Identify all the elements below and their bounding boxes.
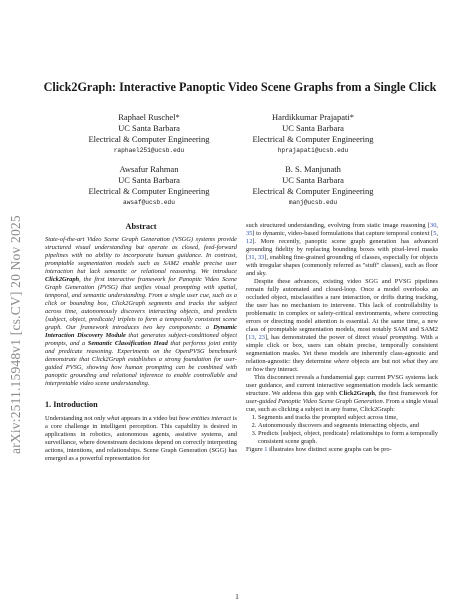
figure-link[interactable]: 1 [264,446,268,453]
author-department: Electrical & Computer Engineering [88,134,210,144]
citation-link[interactable]: 30 [430,222,437,229]
arxiv-identifier-stamp: arXiv:2511.15948v1 [cs.CV] 20 Nov 2025 [8,215,23,454]
author-department: Electrical & Computer Engineering [252,134,374,144]
author-affiliation: UC Santa Barbara [282,175,344,185]
module-name: Dynamic Interaction Discovery Module [45,324,237,339]
author-name: Hardikkumar Prajapati* [272,112,354,122]
body-paragraph: Despite these advances, existing video SGG and PVSG pipelines remain fully automated and closed-loop. Once a model overlooks an occluded object, misclassifies a rare interaction, or drifts during tracking, the user has no mechanism to intervene. This lack of controllability is problematic in complex or safety-critical environments, where correcting errors or directing model attention is essential. At the same time, a new class of promptable segmentation models, most notably SAM and SAM2 [13, 23], has demonstrated the power of direct visual prompting. With a simple click or box, users can obtain precise, temporally consistent segmentation masks. Yet these models are inherently class-agnostic and relation-agnostic: they determine where objects are but not what they are or how they interact. [246,278,438,373]
page-number: 1 [235,592,239,601]
author-block [223,164,403,208]
module-name: Semantic Classification Head [87,340,168,347]
contribution-list [246,414,438,446]
citation-link[interactable]: 35 [246,230,253,237]
author-email[interactable]: raphael251@ucsb.edu [113,147,185,154]
section-heading: 1. Introduction [45,400,98,409]
citation-link[interactable]: 31 [248,254,255,261]
list-item: 1. Segments and tracks the prompted subject across time, [258,414,438,422]
citation-link[interactable]: 23 [258,334,265,341]
author-affiliation: UC Santa Barbara [118,175,180,185]
list-item: 2. Autonomously discovers and segments interacting objects, and [258,422,438,430]
body-paragraph: such structured understanding, evolving from static image reasoning [30, 35] to dynamic, video-based formulations that capture temporal context [5, 12]. More recently, panoptic scene graph generation has advanced grounding fidelity by replacing bounding boxes with pixel-level masks [31, 33], enabling fine-grained grounding of classes, especially for objects with irregular shapes (commonly referred as "stuff" classes), such as floor and sky. [246,222,438,277]
list-item: 3. Predicts ⟨subject, object, predicate⟩ relationships to form a temporally consistent scene graph. [258,430,438,446]
author-department: Electrical & Computer Engineering [252,186,374,196]
author-email[interactable]: awsaf@ucsb.edu [123,199,175,206]
author-email[interactable]: hprajapati@ucsb.edu [277,147,349,154]
author-affiliation: UC Santa Barbara [282,123,344,133]
author-email[interactable]: manj@ucsb.edu [288,199,338,206]
right-column [246,222,438,454]
author-affiliation: UC Santa Barbara [118,123,180,133]
framework-name: Click2Graph [45,276,80,283]
author-department: Electrical & Computer Engineering [88,186,210,196]
abstract-text: State-of-the-art Video Scene Graph Generation (VSGG) systems provide structured visual understanding but operate as closed, feed-forward pipelines with no ability to incorporate human guidance. In contrast, promptable segmentation models such as SAM2 enable precise user interaction but lack semantic or relational reasoning. We introduce Click2Graph, the first interactive framework for Panoptic Video Scene Graph Generation (PVSG) that unifies visual prompting with spatial, temporal, and semantic understanding. From a single user cue, such as a click or bounding box, Click2Graph segments and tracks the subject across time, autonomously discovers interacting objects, and predicts ⟨subject, object, predicate⟩ triplets to form a temporally consistent scene graph. Our framework introduces two key components: a Dynamic Interaction Discovery Module that generates subject-conditioned object prompts, and a Semantic Classification Head that performs joint entity and predicate reasoning. Experiments on the OpenPVSG benchmark demonstrate that Click2Graph establishes a strong foundation for user-guided PVSG, showing how human prompting can be combined with panoptic grounding and relational inference to enable controllable and interpretable video scene understanding. [45,236,237,387]
author-name: Raphael Ruschel* [118,112,180,122]
abstract-heading: Abstract [125,222,157,231]
citation-link[interactable]: 5 [433,230,437,237]
body-paragraph: Figure 1 illustrates how distinct scene graphs can be pro- [246,446,392,453]
author-name: B. S. Manjunath [285,164,341,174]
author-block [59,164,239,208]
citation-link[interactable]: 12 [246,238,253,245]
body-paragraph: This disconnect reveals a fundamental gap: current PVSG systems lack user guidance, and current interactive segmentation models lack semantic structure. We address this gap with Click2Graph, the first framework for user-guided Panoptic Video Scene Graph Generation. From a single visual cue, such as clicking a subject in any frame, Click2Graph: [246,374,438,413]
author-block [223,112,403,156]
left-column [45,222,237,463]
citation-link[interactable]: 13 [248,334,255,341]
author-name: Awsafur Rahman [119,164,179,174]
citation-link[interactable]: 33 [257,254,265,261]
paper-title: Click2Graph: Interactive Panoptic Video Scene Graphs from a Single Click [43,80,437,94]
author-block [59,112,239,156]
intro-paragraph: Understanding not only what appears in a video but how entities interact is a core challenge in intelligent perception. This capability is desired in applications in robotics, autonomous agents, assistive systems, and surveillance, where downstream decisions depend on correctly interpreting actions, intentions, and relationships. Scene Graph Generation (SGG) has emerged as a powerful representation for [45,415,237,462]
